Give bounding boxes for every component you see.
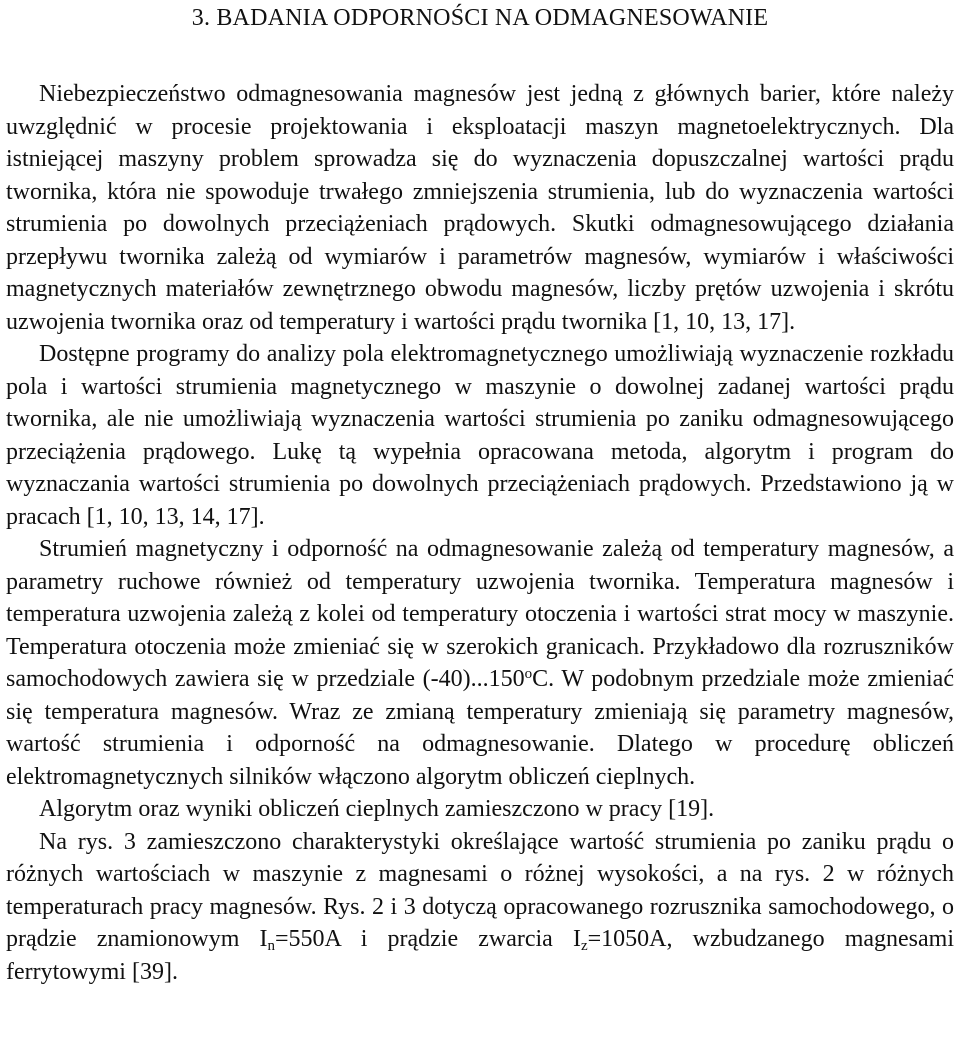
text-run: Strumień magnetyczny i odporność na odmagnesowanie zależą od temperatury magnesów, a parametry ruchowe również od temperatury uzwojenia twornika. Temperatura magnesów i temperatura uzwojenia zależą z kolei od temperatury otoczenia i wartości strat mocy w maszynie. Temperatura otoczenia może zmieniać się w szerokich granicach. Przykładowo dla rozruszników samochodowych zawiera się w przedziale (-40)...150	[6, 536, 954, 692]
section-title: 3. BADANIA ODPORNOŚCI NA ODMAGNESOWANIE	[191, 5, 769, 31]
degree-superscript: o	[524, 666, 533, 682]
paragraph-thermal-algorithm: Algorytm oraz wyniki obliczeń cieplnych zamieszczono w pracy [19].	[39, 796, 715, 822]
text-run: =550A i prądzie zwarcia I	[275, 926, 581, 952]
paragraph-available-programs: Dostępne programy do analizy pola elektromagnetycznego umożliwiają wyznaczenie rozkładu pola i wartości strumienia magnetycznego w maszynie o dowolnej zadanej wartości prądu twornika, ale nie umożliwiają wyznaczenia wartości strumienia po zaniku odmagnesowującego przeciążenia prądowego. Lukę tą wypełnia opracowana metoda, algorytm i program do wyznaczania wartości strumienia po dowolnych przeciążeniach prądowych. Przedstawiono ją w pracach [1, 10, 13, 14, 17].	[6, 341, 954, 530]
paragraph-demagnetization-risk: Niebezpieczeństwo odmagnesowania magnesów jest jedną z głównych barier, które należy uwzględnić w procesie projektowania i eksploatacji maszyn magnetoelektrycznych. Dla istniejącej maszyny problem sprowadza się do wyznaczenia dopuszczalnej wartości prądu twornika, która nie spowoduje trwałego zmniejszenia strumienia, lub do wyznaczenia wartości strumienia po dowolnych przeciążeniach prądowych. Skutki odmagnesowującego działania przepływu twornika zależą od wymiarów i parametrów magnesów, wymiarów i właściwości magnetycznych materiałów zewnętrznego obwodu magnesów, liczby prętów uzwojenia i skrótu uzwojenia twornika oraz od temperatury i wartości prądu twornika [1, 10, 13, 17].	[6, 81, 954, 335]
text-run: Na rys. 3 zamieszczono charakterystyki określające wartość strumienia po zaniku prądu o różnych wartościach w maszynie z magnesami o różnej wysokości, a na rys. 2 w różnych temperaturach pracy magnesów. Rys. 2 i 3 dotyczą opracowanego rozrusznika samochodowego, o prądzie znamionowym I	[6, 828, 954, 952]
paragraph-figures-description	[6, 826, 954, 989]
document-page	[6, 0, 954, 988]
paragraph-temperature-influence	[6, 533, 954, 793]
text-run: C. W podobnym przedziale może zmieniać się temperatura magnesów. Wraz ze zmianą temperatury zmieniają się parametry magnesów, wartość strumienia i odporność na odmagnesowanie. Dlatego w procedurę obliczeń elektromagnetycznych silników włączono algorytm obliczeń cieplnych.	[6, 666, 954, 790]
subscript-z: z	[580, 938, 588, 954]
subscript-n: n	[267, 938, 276, 954]
text-run: =1050A, wzbudzanego magnesami ferrytowymi [39].	[6, 926, 955, 985]
